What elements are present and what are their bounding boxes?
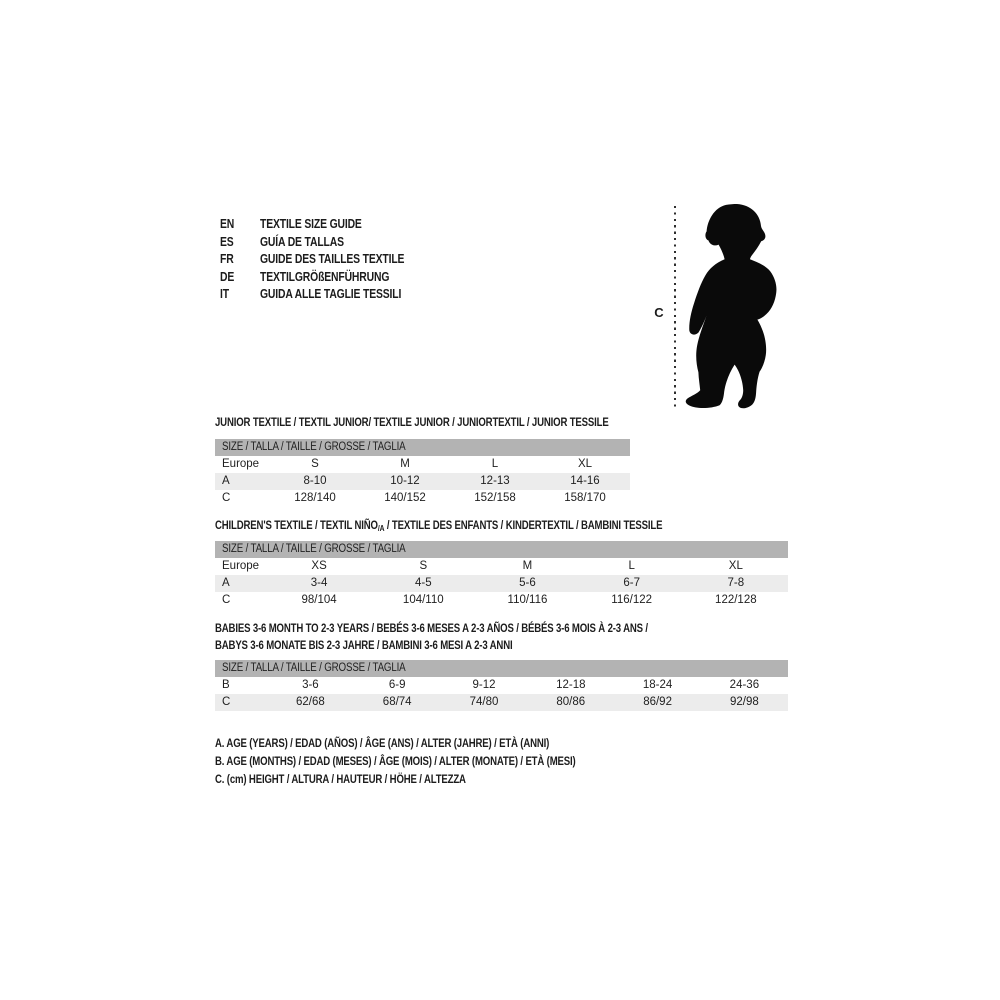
size-value: XL [577, 458, 593, 470]
footnotes [215, 734, 666, 789]
height-value: 92/98 [729, 696, 759, 708]
age-value: 24-36 [729, 679, 760, 691]
legend-row-fr [220, 250, 440, 268]
age-value: 18-24 [642, 679, 673, 691]
age-value: 12-18 [556, 679, 586, 691]
row-label: C [222, 696, 231, 708]
table-row-europe [215, 456, 630, 473]
row-label: C [222, 492, 231, 504]
row-label: A [222, 475, 230, 487]
height-value: 128/140 [294, 492, 336, 504]
age-value: 4-5 [414, 577, 432, 589]
height-value: 140/152 [384, 492, 426, 504]
legend-row-it [220, 285, 440, 303]
size-value: M [522, 560, 533, 572]
size-value: L [491, 458, 499, 470]
height-value: 116/122 [611, 594, 653, 606]
age-value: 9-12 [472, 679, 496, 691]
children-table-title: CHILDREN'S TEXTILE / TEXTIL $NIÑO_{/A}$ / TEXTILE DES ENFANTS / KINDERTEXTIL / BAMBINI TESSILE [215, 518, 663, 533]
row-label: B [222, 679, 230, 691]
age-value: 3-6 [302, 679, 319, 691]
size-value: M [400, 458, 410, 470]
height-value: 152/158 [474, 492, 516, 504]
row-label: Europe [222, 458, 260, 470]
size-header-bar: SIZE / TALLA / TAILLE / GRÖSSE / TAGLIA [215, 439, 630, 456]
footnote-age-years: A. AGE (YEARS) / EDAD (AÑOS) / ÂGE (ANS) / ALTER (JAHRE) / ETÀ (ANNI) [215, 736, 550, 750]
age-value: 3-4 [310, 577, 328, 589]
footnote-age-months: B. AGE (MONTHS) / EDAD (MESES) / ÂGE (MOIS) / ALTER (MONATE) / ETÀ (MESI) [215, 754, 576, 769]
age-value: 10-12 [390, 475, 420, 487]
language-code: DE [220, 268, 235, 284]
age-value: 14-16 [570, 475, 600, 487]
height-value: 104/110 [402, 594, 444, 606]
age-value: 6-9 [388, 679, 406, 691]
language-label: GUÍA DE TALLAS [260, 233, 344, 249]
table-row-height-cm [215, 592, 788, 609]
row-label: Europe [222, 560, 260, 572]
height-value: 158/170 [564, 492, 606, 504]
table-row-age-years [215, 473, 630, 490]
table-row-europe [215, 558, 788, 575]
size-value: S [419, 560, 428, 572]
height-value: 110/116 [507, 594, 548, 606]
junior-table-title: JUNIOR TEXTILE / TEXTIL JUNIOR/ TEXTILE JUNIOR / JUNIORTEXTIL / JUNIOR TESSILE [215, 415, 609, 429]
size-header-bar: SIZE / TALLA / TAILLE / GRÖSSE / TAGLIA [215, 541, 788, 558]
legend-row-de [220, 268, 440, 286]
size-value: XS [311, 560, 327, 572]
table-row-height-cm [215, 694, 788, 711]
language-label: TEXTILGRÖßENFÜHRUNG [260, 268, 390, 284]
table-row-age-months [215, 677, 788, 694]
legend-row-es [220, 233, 440, 251]
language-legend [220, 215, 440, 303]
height-measure-line [674, 206, 676, 407]
footnote-height: C. (cm) HEIGHT / ALTURA / HAUTEUR / HÖHE / ALTEZZA [215, 772, 466, 787]
language-code: IT [220, 286, 229, 301]
size-value: S [311, 458, 319, 470]
language-code: EN [220, 216, 235, 231]
babies-table-title: BABIES 3-6 MONTH TO 2-3 YEARS / BEBÉS 3-6 MESES A 2-3 AÑOS / BÉBÉS 3-6 MOIS À 2-3 ANS / BABYS 3-6 MONATE BIS 2-3 JAHRE / BAMBINI 3-6 MESI A 2-3 ANNI [215, 621, 648, 652]
language-label: TEXTILE SIZE GUIDE [260, 216, 362, 231]
height-measure-label: C [654, 305, 664, 320]
age-value: 5-6 [519, 577, 536, 589]
height-value: 68/74 [382, 696, 412, 708]
language-label: GUIDA ALLE TAGLIE TESSILI [260, 286, 402, 301]
children-size-table [215, 541, 788, 609]
language-label: GUIDE DES TAILLES TEXTILE [260, 251, 405, 266]
age-value: 12-13 [480, 475, 510, 487]
height-value: 62/68 [296, 696, 325, 708]
table-row-height-cm [215, 490, 630, 507]
age-value: 7-8 [727, 577, 745, 589]
junior-size-table [215, 439, 630, 507]
language-code: FR [220, 251, 234, 266]
size-value: XL [728, 560, 743, 572]
height-value: 86/92 [643, 696, 672, 708]
size-value: L [628, 560, 635, 572]
height-value: 74/80 [469, 696, 499, 708]
size-header-bar: SIZE / TALLA / TAILLE / GRÖSSE / TAGLIA [215, 660, 788, 677]
babies-size-table [215, 660, 788, 711]
height-value: 98/104 [301, 594, 337, 606]
row-label: A [222, 577, 230, 589]
age-value: 8-10 [303, 475, 327, 487]
age-value: 6-7 [623, 577, 640, 589]
table-row-age-years [215, 575, 788, 592]
legend-row-en [220, 215, 440, 233]
height-value: 80/86 [556, 696, 586, 708]
language-code: ES [220, 233, 234, 249]
row-label: C [222, 594, 231, 606]
toddler-silhouette-icon [681, 202, 794, 413]
height-value: 122/128 [715, 594, 757, 606]
